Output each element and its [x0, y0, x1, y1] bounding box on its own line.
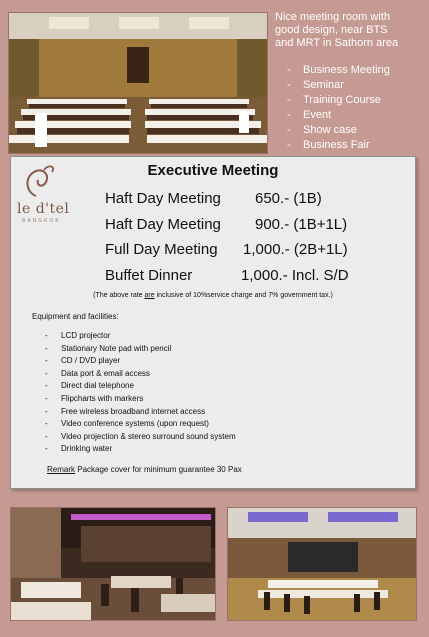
package-price: 650.- (1B)	[255, 190, 322, 207]
package-row	[105, 190, 322, 207]
note-underlined: are	[144, 292, 155, 299]
logo-subtitle: BANGKOK	[22, 218, 61, 224]
remark-label: Remark	[47, 465, 76, 474]
list-item: - LCD projector	[45, 330, 236, 343]
list-item: - Training Course	[287, 93, 427, 108]
list-item: - Video conference systems (upon request)	[45, 418, 236, 431]
logo-word: le d'tel	[17, 201, 70, 217]
equipment-list	[45, 330, 236, 456]
intro-text	[275, 11, 425, 50]
list-item: - Video projection & stereo surround sound system	[45, 431, 236, 444]
card-title: Executive Meeting	[147, 162, 279, 179]
meeting-room-photo	[8, 12, 268, 154]
package-name: Haft Day Meeting	[105, 216, 221, 233]
remark-text: Package cover for minimum guarantee 30 Pax	[75, 465, 242, 474]
list-item: - Direct dial telephone	[45, 380, 236, 393]
list-item: - Event	[287, 108, 427, 123]
banquet-photo	[10, 507, 216, 621]
package-card	[10, 156, 416, 489]
package-row	[105, 216, 348, 233]
package-price: 1,000.- (2B+1L)	[243, 241, 348, 258]
package-name: Haft Day Meeting	[105, 190, 221, 207]
package-name: Full Day Meeting	[105, 241, 218, 258]
package-name: Buffet Dinner	[105, 267, 193, 284]
intro-line: and MRT in Sathorn area	[275, 37, 399, 49]
list-item: - Free wireless broadband internet access	[45, 406, 236, 419]
boardroom-photo	[227, 507, 417, 621]
intro-line: good design, near BTS	[275, 24, 388, 36]
list-item: - Stationary Note pad with pencil	[45, 343, 236, 356]
remark	[47, 465, 242, 474]
package-row	[105, 267, 349, 284]
equipment-heading: Equipment and facilities:	[32, 312, 119, 321]
uses-list	[287, 63, 427, 153]
rate-note	[11, 292, 415, 299]
list-item: - Seminar	[287, 78, 427, 93]
list-item: - Data port & email access	[45, 368, 236, 381]
note-text: (The above rate	[93, 292, 145, 299]
package-price: 900.- (1B+1L)	[255, 216, 348, 233]
list-item: - Flipcharts with markers	[45, 393, 236, 406]
list-item: - Business Fair	[287, 138, 427, 153]
list-item: - CD / DVD player	[45, 355, 236, 368]
list-item: - Show case	[287, 123, 427, 138]
intro-line: Nice meeting room with	[275, 11, 390, 23]
package-price: 1,000.- Incl. S/D	[241, 267, 349, 284]
note-text: inclusive of 10%service charge and 7% government tax.)	[154, 292, 333, 299]
list-item: - Business Meeting	[287, 63, 427, 78]
list-item: - Drinking water	[45, 443, 236, 456]
package-row	[105, 241, 348, 258]
